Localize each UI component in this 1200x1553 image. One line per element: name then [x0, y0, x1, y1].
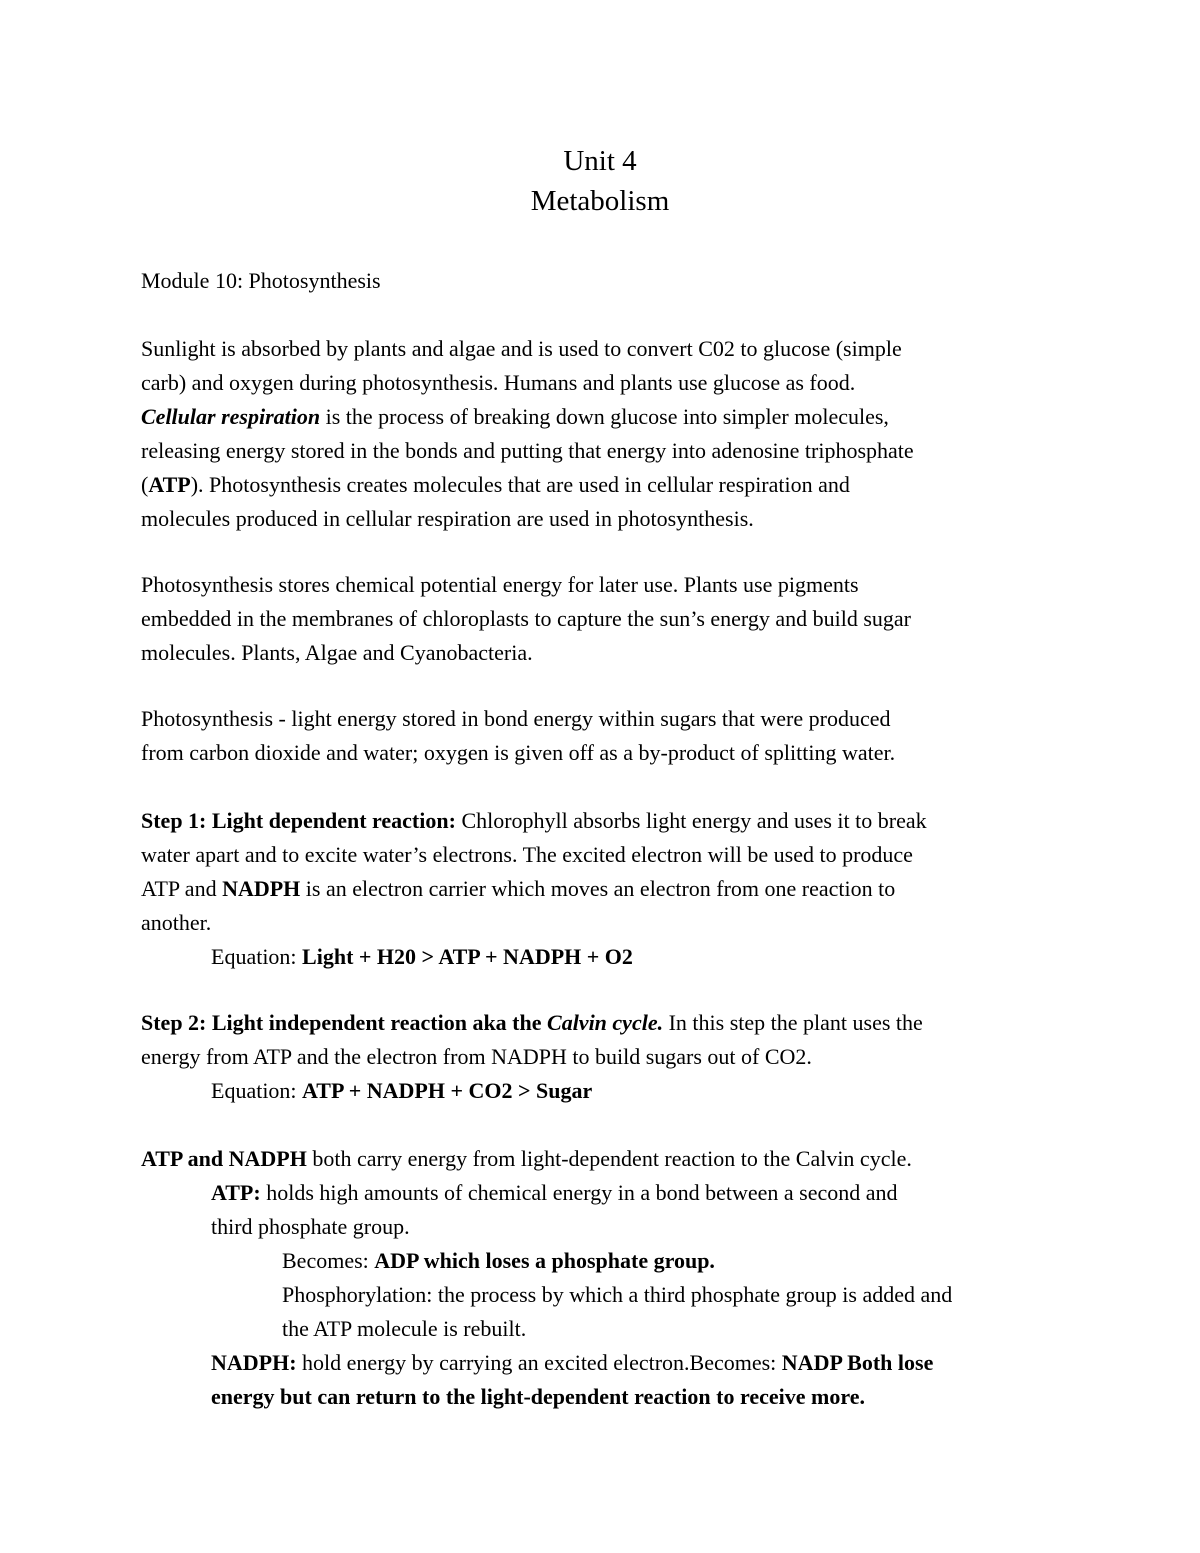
term-calvin-cycle: Calvin cycle.	[547, 1010, 664, 1035]
step2-label: Step 2: Light independent reaction aka the	[141, 1010, 548, 1035]
text-run: hold energy by carrying an excited electron.Becomes:	[296, 1350, 782, 1375]
becomes-label: Becomes:	[282, 1248, 375, 1273]
step2-equation	[141, 1074, 1071, 1108]
atp-definition	[141, 1176, 1071, 1210]
paragraph-line: releasing energy stored in the bonds and putting that energy into adenosine triphosphate	[141, 438, 914, 463]
paragraph-line	[141, 1142, 1071, 1176]
paragraph-line	[141, 468, 1071, 502]
equation-label: Equation:	[211, 1078, 303, 1103]
step1-label: Step 1: Light dependent reaction:	[141, 808, 456, 833]
text-run: ). Photosynthesis creates molecules that are used in cellular respiration and	[190, 472, 850, 497]
carriers-section	[141, 1142, 1071, 1414]
paragraph-line: Sunlight is absorbed by plants and algae and is used to convert C02 to glucose (simple	[141, 336, 902, 361]
paragraph-line: embedded in the membranes of chloroplasts to capture the sun’s energy and build sugar	[141, 606, 911, 631]
text-run: is an electron carrier which moves an electron from one reaction to	[300, 876, 896, 901]
unit-title: Unit 4	[563, 145, 637, 177]
becomes-value: ADP which loses a phosphate group.	[374, 1248, 715, 1273]
paragraph-line: another.	[141, 910, 212, 935]
paragraph-line: molecules. Plants, Algae and Cyanobacteria.	[141, 640, 533, 665]
paragraph-line: water apart and to excite water’s electrons. The excited electron will be used to produce	[141, 842, 913, 867]
nadph-bold-run: NADP Both lose	[781, 1350, 934, 1375]
text-run: (	[141, 472, 149, 497]
paragraph-line: molecules produced in cellular respiration are used in photosynthesis.	[141, 506, 754, 531]
text-run: Chlorophyll absorbs light energy and uses it to break	[455, 808, 927, 833]
paragraph-line	[141, 872, 1071, 906]
step2-section	[141, 1006, 1071, 1108]
text-run: ATP and	[141, 876, 223, 901]
text-run: both carry energy from light-dependent reaction to the Calvin cycle.	[306, 1146, 912, 1171]
equation-value: Light + H20 > ATP + NADPH + O2	[302, 944, 633, 969]
paragraph-line	[141, 400, 1071, 434]
step1-equation	[141, 940, 1071, 974]
step1-section	[141, 804, 1071, 974]
paragraph-intro	[141, 332, 1071, 536]
module-heading-text: Module 10: Photosynthesis	[141, 268, 381, 293]
paragraph-definition	[141, 702, 1071, 770]
term-cellular-respiration: Cellular respiration	[141, 404, 321, 429]
phosphorylation-line: Phosphorylation: the process by which a third phosphate group is added and	[282, 1282, 953, 1307]
paragraph-line: the ATP molecule is rebuilt.	[282, 1316, 527, 1341]
equation-label: Equation:	[211, 944, 303, 969]
equation-value: ATP + NADPH + CO2 > Sugar	[302, 1078, 593, 1103]
paragraph-line: energy from ATP and the electron from NADPH to build sugars out of CO2.	[141, 1044, 812, 1069]
module-heading	[141, 264, 1071, 298]
nadph-definition	[141, 1346, 1071, 1380]
text-run: is the process of breaking down glucose into simpler molecules,	[320, 404, 889, 429]
term-nadph: NADPH	[222, 876, 301, 901]
becomes-line	[141, 1244, 1071, 1278]
paragraph-line: Photosynthesis - light energy stored in bond energy within sugars that were produced	[141, 706, 891, 731]
text-run: holds high amounts of chemical energy in a bond between a second and	[260, 1180, 898, 1205]
paragraph-line: third phosphate group.	[211, 1214, 410, 1239]
unit-subtitle: Metabolism	[530, 185, 670, 217]
nadph-bold-run: energy but can return to the light-dependent reaction to receive more.	[211, 1384, 865, 1409]
paragraph-storage	[141, 568, 1071, 670]
paragraph-line: carb) and oxygen during photosynthesis. Humans and plants use glucose as food.	[141, 370, 856, 395]
nadph-label: NADPH:	[211, 1350, 297, 1375]
text-run: In this step the plant uses the	[663, 1010, 923, 1035]
term-atp: ATP	[148, 472, 191, 497]
paragraph-line: from carbon dioxide and water; oxygen is given off as a by-product of splitting water.	[141, 740, 896, 765]
paragraph-line	[141, 804, 1071, 838]
term-atp-nadph: ATP and NADPH	[141, 1146, 307, 1171]
paragraph-line	[141, 1380, 1071, 1414]
paragraph-line: Photosynthesis stores chemical potential energy for later use. Plants use pigments	[141, 572, 859, 597]
paragraph-line	[141, 1006, 1071, 1040]
atp-label: ATP:	[211, 1180, 261, 1205]
